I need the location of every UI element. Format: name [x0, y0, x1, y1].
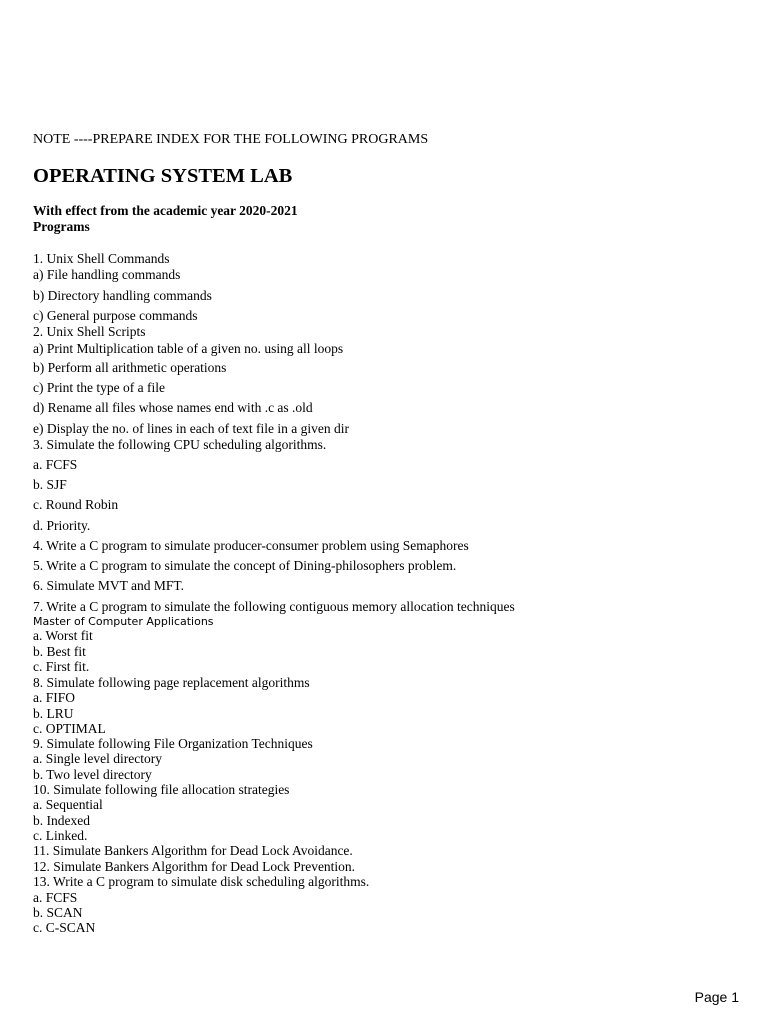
list-item: c. OPTIMAL	[33, 721, 106, 736]
list-item: 1. Unix Shell Commands	[33, 251, 170, 266]
list-item: 3. Simulate the following CPU scheduling algorithms.	[33, 437, 327, 452]
list-item: b) Directory handling commands	[33, 288, 212, 303]
list-item: 10. Simulate following file allocation strategies	[33, 782, 290, 797]
list-item: b. Two level directory	[33, 767, 152, 782]
list-item: 9. Simulate following File Organization Techniques	[33, 736, 313, 751]
note-heading: NOTE ----PREPARE INDEX FOR THE FOLLOWING PROGRAMS	[33, 132, 429, 147]
page-number: Page 1	[694, 989, 739, 1005]
list-item: c. First fit.	[33, 659, 90, 674]
list-item: 7. Write a C program to simulate the following contiguous memory allocation techniques	[33, 599, 515, 614]
list-item: 8. Simulate following page replacement algorithms	[33, 675, 310, 690]
list-item: 5. Write a C program to simulate the concept of Dining-philosophers problem.	[33, 558, 457, 573]
list-item: 6. Simulate MVT and MFT.	[33, 578, 184, 593]
list-item: a. FIFO	[33, 690, 76, 705]
list-item: b) Perform all arithmetic operations	[33, 360, 227, 375]
list-item: a) File handling commands	[33, 267, 181, 282]
list-item: 13. Write a C program to simulate disk scheduling algorithms.	[33, 874, 370, 889]
list-item: c) Print the type of a file	[33, 380, 165, 395]
list-item: a. Sequential	[33, 797, 103, 812]
list-item: b. SJF	[33, 477, 67, 492]
list-item: b. SCAN	[33, 905, 83, 920]
list-item: b. Indexed	[33, 813, 90, 828]
list-item: c. Linked.	[33, 828, 88, 843]
list-item: a. FCFS	[33, 890, 78, 905]
list-item: a. Worst fit	[33, 628, 93, 643]
list-item: 4. Write a C program to simulate producer-consumer problem using Semaphores	[33, 538, 469, 553]
page-title: OPERATING SYSTEM LAB	[33, 165, 293, 187]
list-item: a) Print Multiplication table of a given no. using all loops	[33, 341, 344, 356]
list-item: d) Rename all files whose names end with .c as .old	[33, 400, 313, 415]
list-item: a. Single level directory	[33, 751, 162, 766]
list-item: c. C-SCAN	[33, 920, 96, 935]
list-item: b. LRU	[33, 706, 74, 721]
list-item: b. Best fit	[33, 644, 86, 659]
list-item: e) Display the no. of lines in each of text file in a given dir	[33, 421, 350, 436]
programs-label: Programs	[33, 219, 90, 234]
list-item: 11. Simulate Bankers Algorithm for Dead Lock Avoidance.	[33, 843, 353, 858]
list-item: d. Priority.	[33, 518, 91, 533]
list-item: c) General purpose commands	[33, 308, 198, 323]
running-header: Master of Computer Applications	[33, 615, 214, 628]
list-item: c. Round Robin	[33, 497, 119, 512]
list-item: a. FCFS	[33, 457, 78, 472]
list-item: 12. Simulate Bankers Algorithm for Dead Lock Prevention.	[33, 859, 356, 874]
list-item: 2. Unix Shell Scripts	[33, 324, 146, 339]
academic-year-subtitle: With effect from the academic year 2020-2021	[33, 203, 298, 218]
